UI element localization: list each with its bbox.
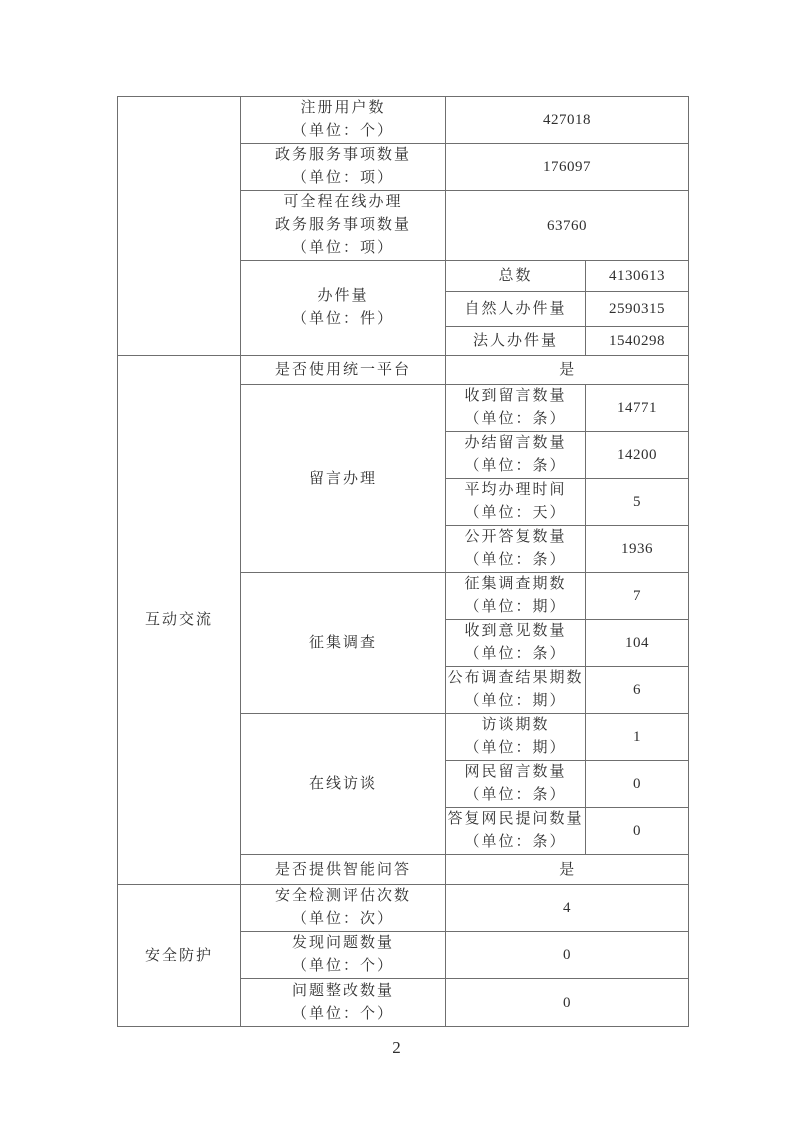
metric-label: 政务服务事项数量 [274,217,411,233]
label-cell [241,191,446,261]
sub-label-cell [446,667,586,714]
sub-label-cell [446,432,586,479]
label-cell [241,144,446,191]
value-cell: 5 [586,479,689,526]
metric-label: 注册用户数 [300,100,386,116]
unit-label: （单位：条） [464,646,567,662]
unit-label: （单位：条） [464,834,567,850]
value-cell: 0 [586,808,689,855]
table-row [118,885,689,932]
value-cell: 14771 [586,385,689,432]
sub-label-cell: 自然人办件量 [446,292,586,327]
label-cell [241,932,446,979]
value-cell: 1 [586,714,689,761]
label-cell [241,885,446,932]
unit-label: （单位：个） [291,1005,394,1022]
unit-label: （单位：条） [464,411,567,427]
table-row [118,356,689,385]
value-cell: 1936 [586,526,689,573]
unit-label: （单位：期） [464,740,567,756]
section2-category-cell: 互动交流 [118,356,241,885]
sub-label-cell [446,761,586,808]
sub-label-cell [446,714,586,761]
unit-label: （单位：天） [464,505,567,521]
value-cell: 63760 [446,191,689,261]
metric-label: 公开答复数量 [464,529,567,545]
page-number: 2 [392,1038,401,1057]
metric-label: 收到意见数量 [464,623,567,639]
unit-label: （单位：期） [464,599,567,615]
metric-label: 可全程在线办理 [283,194,403,210]
metric-label: 政务服务事项数量 [274,147,411,163]
value-cell: 0 [586,761,689,808]
unit-label: （单位：件） [291,311,394,327]
unit-label: （单位：个） [291,123,394,139]
metric-label: 答复网民提问数量 [447,811,584,827]
label-cell: 在线访谈 [241,714,446,855]
value-cell: 14200 [586,432,689,479]
unit-label: （单位：条） [464,787,567,803]
value-cell: 是 [446,356,689,385]
value-cell: 1540298 [586,327,689,356]
label-cell: 征集调查 [241,573,446,714]
unit-label: （单位：个） [291,958,394,974]
unit-label: （单位：项） [291,240,394,256]
value-cell: 0 [446,979,689,1027]
metric-label: 平均办理时间 [464,482,567,498]
metric-label: 安全检测评估次数 [274,888,411,904]
sub-label-cell [446,385,586,432]
sub-label-cell [446,620,586,667]
sub-label-cell [446,526,586,573]
label-cell: 是否使用统一平台 [241,356,446,385]
metric-label: 网民留言数量 [464,764,567,780]
sub-label-cell: 法人办件量 [446,327,586,356]
metric-label: 公布调查结果期数 [447,670,584,686]
value-cell: 0 [446,932,689,979]
value-cell: 2590315 [586,292,689,327]
sub-label-cell [446,808,586,855]
value-cell: 4130613 [586,261,689,292]
value-cell: 6 [586,667,689,714]
unit-label: （单位：期） [464,693,567,709]
label-cell [241,97,446,144]
sub-label-cell: 总数 [446,261,586,292]
sub-label-cell [446,573,586,620]
metric-label: 问题整改数量 [291,982,394,999]
metric-label: 办件量 [317,288,369,304]
value-cell: 176097 [446,144,689,191]
metric-label: 征集调查期数 [464,576,567,592]
value-cell: 7 [586,573,689,620]
metric-label: 访谈期数 [481,717,550,733]
table-row [118,97,689,144]
section1-category-cell [118,97,241,356]
value-cell: 104 [586,620,689,667]
sub-label-cell [446,479,586,526]
label-cell: 是否提供智能问答 [241,855,446,885]
label-cell: 留言办理 [241,385,446,573]
value-cell: 是 [446,855,689,885]
report-table [117,96,689,1027]
label-cell [241,261,446,356]
unit-label: （单位：条） [464,552,567,568]
metric-label: 办结留言数量 [464,435,567,451]
value-cell: 427018 [446,97,689,144]
unit-label: （单位：项） [291,170,394,186]
metric-label: 发现问题数量 [291,935,394,951]
value-cell: 4 [446,885,689,932]
label-cell [241,979,446,1027]
unit-label: （单位：次） [291,911,394,927]
unit-label: （单位：条） [464,458,567,474]
metric-label: 收到留言数量 [464,388,567,404]
section3-category-cell: 安全防护 [118,885,241,1027]
